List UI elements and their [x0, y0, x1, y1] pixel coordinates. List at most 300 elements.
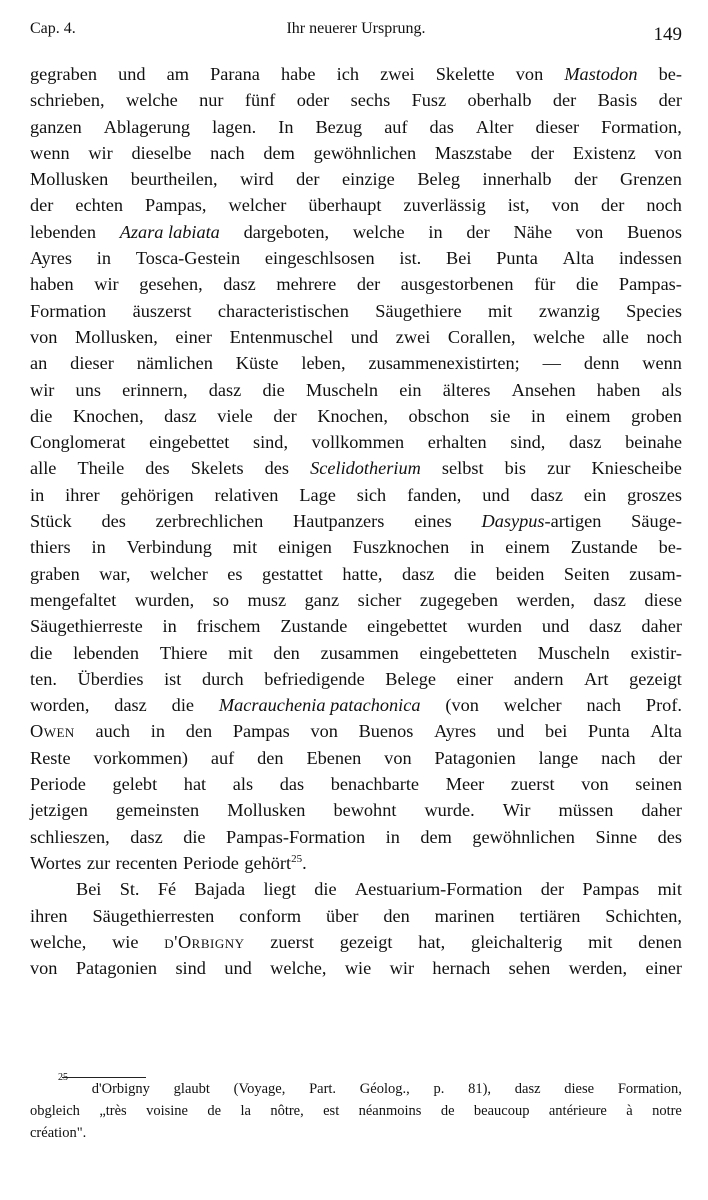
word: Periode: [30, 774, 86, 795]
word: dasz: [568, 432, 602, 453]
word: mit: [488, 300, 513, 321]
word: bis: [504, 458, 526, 479]
word: Belege: [385, 668, 437, 689]
word: p.: [433, 1081, 445, 1097]
word: welche,: [270, 958, 327, 979]
word: oder: [296, 90, 330, 111]
word: in: [96, 248, 112, 269]
word: dasz: [164, 405, 197, 426]
word: tertiären: [519, 905, 581, 926]
word: denn: [583, 353, 620, 374]
word: Seiten: [563, 563, 610, 584]
word: Basis: [597, 90, 638, 111]
word: sehen: [508, 958, 551, 979]
word: zwei: [380, 64, 415, 84]
word: 81),: [468, 1081, 492, 1097]
word: eines: [414, 511, 452, 532]
word: Patagonien: [75, 958, 158, 979]
word: daher: [641, 616, 682, 637]
word: graben: [30, 563, 80, 584]
word: die: [183, 826, 206, 847]
word: musz: [247, 589, 287, 610]
italic-term: Mastodon: [564, 64, 638, 84]
word: Alter: [475, 116, 514, 137]
word: Skelets: [190, 458, 244, 479]
word: Säugethierresten: [92, 905, 215, 926]
word: —: [542, 353, 561, 374]
text-line: [30, 219, 682, 245]
text-line: [30, 508, 682, 534]
word: jetzigen: [30, 800, 88, 821]
word: Buenos: [358, 721, 414, 742]
word: vollkommen: [311, 432, 405, 453]
word: dasz: [130, 826, 163, 847]
word: Muscheln: [305, 379, 379, 400]
punctuation: .: [302, 852, 307, 873]
footnote-line: [30, 1072, 682, 1100]
word: des: [145, 458, 170, 479]
word: den: [257, 747, 284, 768]
word: Punta: [496, 248, 538, 269]
word: diese: [644, 589, 682, 610]
word: beinahe: [625, 432, 682, 453]
word: und: [224, 958, 252, 979]
text-line: [30, 587, 682, 613]
word: noch: [646, 326, 682, 347]
word: der: [552, 90, 577, 111]
word: lange: [538, 747, 579, 768]
text-line: [30, 640, 682, 666]
word: über: [326, 905, 359, 926]
word: Zustande: [280, 616, 348, 637]
word: des: [264, 458, 290, 479]
word: Wir: [502, 800, 531, 821]
word: erhalten: [427, 432, 487, 453]
word: lebenden: [73, 642, 140, 663]
word: daher: [641, 800, 682, 821]
word: wie: [112, 931, 139, 952]
word: wir: [88, 142, 113, 163]
word: die: [30, 405, 53, 426]
word: sind: [175, 958, 206, 979]
word: zur: [547, 458, 571, 479]
word: „très: [99, 1103, 127, 1119]
word: gegraben: [30, 64, 97, 84]
word: der: [658, 747, 682, 768]
word: in: [530, 405, 546, 426]
word: Sinne: [595, 826, 638, 847]
word: Beleg: [417, 169, 460, 190]
word: der: [530, 142, 555, 163]
word: dasz: [401, 563, 435, 584]
text-line: [30, 613, 682, 639]
word: Stück: [30, 511, 72, 532]
word: die: [575, 274, 599, 295]
word: fanden,: [407, 484, 462, 505]
word: conform: [239, 905, 302, 926]
word: groszes: [627, 484, 682, 505]
word: wir: [94, 274, 119, 295]
word: und: [118, 64, 146, 84]
word: recenten: [115, 852, 178, 873]
text-line: [30, 955, 682, 981]
word: Buenos: [627, 221, 682, 242]
word: Pampas-: [618, 274, 682, 295]
text-line: [30, 192, 682, 218]
word: erinnern,: [122, 379, 188, 400]
word: welche,: [30, 931, 87, 952]
word: Aestuarium-Formation: [354, 879, 523, 900]
word: für: [534, 274, 556, 295]
word: Ayres: [30, 248, 72, 269]
word: zwei: [395, 326, 431, 347]
word: dieselbe: [131, 142, 192, 163]
word: selbst: [441, 458, 484, 479]
chapter-label: Cap. 4.: [30, 20, 76, 37]
word: welche: [352, 221, 405, 242]
word: characteristischen: [217, 300, 349, 321]
word: Säugethierreste: [30, 616, 143, 637]
word: benachbarte: [330, 774, 420, 795]
word: Formation,: [617, 1081, 682, 1097]
word: dasz: [589, 616, 622, 637]
word: einzige: [342, 169, 395, 190]
word: Säuge-: [631, 511, 682, 532]
word: und: [482, 484, 510, 505]
word: In: [278, 116, 294, 137]
footnote-line: [30, 1100, 682, 1122]
word: einem: [505, 537, 550, 558]
word: eingebettet: [367, 616, 448, 637]
word: Mollusken: [227, 800, 306, 821]
word: den: [273, 642, 300, 663]
word: dasz: [514, 1081, 541, 1097]
word: einem: [565, 405, 611, 426]
word: die: [262, 379, 285, 400]
word: Pampas: [582, 879, 640, 900]
word: Tosca-Gestein: [135, 248, 241, 269]
word: zuverlässig: [403, 195, 486, 216]
word: la: [240, 1103, 251, 1119]
running-header: [30, 20, 682, 50]
word: der: [273, 405, 297, 426]
word: schlieszen,: [30, 826, 110, 847]
word: vorkommen): [93, 747, 188, 768]
word: Formation,: [601, 116, 682, 137]
word: welcher: [503, 695, 562, 716]
word: wurden,: [134, 589, 195, 610]
word: Knochen,: [317, 405, 388, 426]
word: der: [600, 195, 625, 216]
word: nach: [601, 747, 636, 768]
word: ein: [583, 484, 607, 505]
word: gesehen,: [139, 274, 203, 295]
word: und: [541, 616, 570, 637]
word: Fusz: [411, 90, 447, 111]
text-line: [30, 824, 682, 850]
word: Maszstabe: [434, 142, 513, 163]
text-line: [30, 166, 682, 192]
word: zusammen: [320, 642, 399, 663]
word: dasz: [223, 274, 256, 295]
italic-term: Macrauchenia patachonica: [218, 695, 421, 716]
word: fünf: [244, 90, 276, 111]
word: dieser: [70, 353, 114, 374]
word: gehörigen: [120, 484, 194, 505]
word: werden,: [568, 958, 628, 979]
word: dem: [263, 142, 295, 163]
word: Parana: [210, 64, 260, 84]
word: gleichalterig: [470, 931, 563, 952]
word: zuerst: [510, 774, 555, 795]
word: Part.: [309, 1081, 337, 1097]
word: ist.: [399, 248, 422, 269]
italic-term: Azara labiata: [119, 221, 220, 242]
word: auf: [210, 747, 235, 768]
word: Theile: [77, 458, 125, 479]
word: von: [551, 195, 579, 216]
word: ich: [336, 64, 359, 84]
text-line: [30, 429, 682, 455]
word: müssen: [558, 800, 614, 821]
word: Grenzen: [619, 169, 682, 190]
word: Bezug: [315, 116, 363, 137]
word: die: [30, 642, 53, 663]
word: Patagonien: [434, 747, 516, 768]
word: gelebt: [112, 774, 158, 795]
word: mit: [232, 537, 258, 558]
word: Zustande: [570, 537, 638, 558]
word: zwanzig: [538, 300, 600, 321]
word: ein: [399, 379, 422, 400]
word: néanmoins: [358, 1103, 422, 1119]
word: de: [207, 1103, 222, 1119]
word: voisine: [146, 1103, 188, 1119]
word: viele: [217, 405, 253, 426]
word: sind,: [252, 432, 289, 453]
text-line: [30, 114, 682, 140]
word: ihren: [30, 905, 68, 926]
word: Kniescheibe: [591, 458, 682, 479]
word: von: [310, 721, 338, 742]
word: be-: [658, 537, 682, 558]
footnote-number: 25: [58, 1072, 68, 1083]
word: (von: [445, 695, 479, 716]
word: von: [30, 958, 58, 979]
italic-term: Dasypus-artigen: [481, 511, 602, 532]
text-line: [30, 561, 682, 587]
word: beaucoup: [473, 1103, 530, 1119]
word: zusam-: [629, 563, 682, 584]
word: Lage: [299, 484, 336, 505]
word: befriedigende: [264, 668, 365, 689]
word: die: [171, 695, 195, 716]
word: gestattet: [261, 563, 323, 584]
word: leben,: [301, 353, 346, 374]
word: wie: [344, 958, 372, 979]
word: wird: [240, 169, 274, 190]
word: ganz: [304, 589, 340, 610]
word: Existenz: [572, 142, 636, 163]
word: und: [350, 326, 379, 347]
word: zusammenexistirten;: [368, 353, 520, 374]
word: hatte,: [342, 563, 383, 584]
text-line: [30, 350, 682, 376]
word: Thiere: [159, 642, 208, 663]
word: in: [30, 484, 45, 505]
word: welche: [126, 90, 178, 111]
word: frischem: [196, 616, 261, 637]
word: der: [296, 169, 320, 190]
word: zerbrechlichen: [155, 511, 264, 532]
text-line: [30, 903, 682, 929]
word: wir: [30, 379, 55, 400]
word: hernach: [432, 958, 491, 979]
word: liegt: [263, 879, 296, 900]
word: mit: [588, 931, 613, 952]
word: einer: [175, 326, 212, 347]
word: Fé: [157, 879, 177, 900]
word: existir-: [630, 642, 682, 663]
word: notre: [652, 1103, 682, 1119]
word: Conglomerat: [30, 432, 126, 453]
author-name: d'Orbigny: [164, 931, 245, 952]
word: Muscheln: [537, 642, 610, 663]
word: dieser: [535, 116, 580, 137]
running-title: Ihr neuerer Ursprung.: [286, 20, 426, 37]
text-line: [30, 771, 682, 797]
word: Verbindung: [126, 537, 212, 558]
word: alle: [30, 458, 57, 479]
word: ist,: [507, 195, 530, 216]
word: sich: [356, 484, 387, 505]
text-line: [30, 298, 682, 324]
text-line: [30, 482, 682, 508]
word: Bajada: [194, 879, 246, 900]
word: Pampas: [232, 721, 290, 742]
word: sicher: [357, 589, 402, 610]
word: uns: [75, 379, 101, 400]
word: indessen: [618, 248, 682, 269]
text-line: [30, 797, 682, 823]
word: thiers: [30, 537, 71, 558]
word: oberhalb: [467, 90, 532, 111]
word: mit: [657, 879, 682, 900]
word: eingebettet: [149, 432, 230, 453]
word: innerhalb: [482, 169, 552, 190]
word: gewöhnlichen: [313, 142, 417, 163]
word: sind,: [510, 432, 546, 453]
word: nach: [586, 695, 622, 716]
word: haben: [30, 274, 74, 295]
word: ihrer: [65, 484, 100, 505]
text-line: [30, 271, 682, 297]
word: gewöhnlichen: [472, 826, 575, 847]
text-line: [30, 87, 682, 113]
word: Mollusken,: [75, 326, 158, 347]
word: gemeinsten: [115, 800, 200, 821]
word: Formation: [30, 300, 107, 321]
word: wir: [389, 958, 415, 979]
word: diese: [564, 1081, 595, 1097]
word: nôtre,: [270, 1103, 304, 1119]
word: welcher: [149, 563, 208, 584]
word: eingebetteten: [419, 642, 517, 663]
word: wenn: [642, 353, 682, 374]
word: der: [574, 169, 598, 190]
word: gehört$^{25}$.: [244, 852, 307, 873]
word: dargeboten,: [243, 221, 330, 242]
word: Schichten,: [605, 905, 682, 926]
word: von: [654, 142, 682, 163]
word: Entenmuschel: [229, 326, 334, 347]
word: älteres: [442, 379, 491, 400]
word: und: [496, 721, 525, 742]
word: sechs: [350, 90, 391, 111]
word: Nähe: [513, 221, 553, 242]
author-name: Owen: [30, 721, 75, 742]
word: von: [575, 221, 604, 242]
text-line: [30, 403, 682, 429]
word: zur: [86, 852, 111, 873]
word: Bei: [76, 879, 102, 900]
word: marinen: [434, 905, 495, 926]
word: werden,: [516, 589, 575, 610]
word: wurde.: [424, 800, 475, 821]
word: Wortes: [30, 852, 82, 873]
word: hat,: [418, 931, 446, 952]
word: noch: [646, 195, 682, 216]
word: der: [356, 274, 381, 295]
word: nach: [210, 142, 245, 163]
word: lagen.: [212, 116, 257, 137]
italic-term: Scelidotherium: [310, 458, 421, 479]
word: in: [385, 826, 400, 847]
word: der: [30, 195, 54, 216]
word: auch: [95, 721, 131, 742]
word: die: [314, 879, 337, 900]
text-line: [30, 929, 682, 955]
text-line: [30, 455, 682, 481]
word: wenn: [30, 142, 70, 163]
word: be-: [658, 64, 682, 84]
word: Säugethiere: [375, 300, 462, 321]
word: es: [227, 563, 243, 584]
word: nur: [199, 90, 224, 111]
word: ist: [164, 668, 182, 689]
word: à: [626, 1103, 633, 1119]
word: Ebenen: [306, 747, 362, 768]
word: mengefaltet: [30, 589, 117, 610]
word: seinen: [635, 774, 682, 795]
word: antérieure: [548, 1103, 607, 1119]
word: echten: [75, 195, 124, 216]
text-line: [30, 245, 682, 271]
footnote: [30, 1072, 682, 1144]
word: dasz: [114, 695, 147, 716]
word: sie: [490, 405, 511, 426]
word: Géolog.,: [359, 1081, 410, 1097]
word: denen: [638, 931, 682, 952]
word: Hautpanzers: [293, 511, 385, 532]
word: hat: [183, 774, 207, 795]
word: von: [515, 64, 544, 84]
word: worden,: [30, 695, 90, 716]
word: ganzen: [30, 116, 82, 137]
word: am: [166, 64, 190, 84]
word: dem: [420, 826, 452, 847]
word: einigen: [278, 537, 332, 558]
